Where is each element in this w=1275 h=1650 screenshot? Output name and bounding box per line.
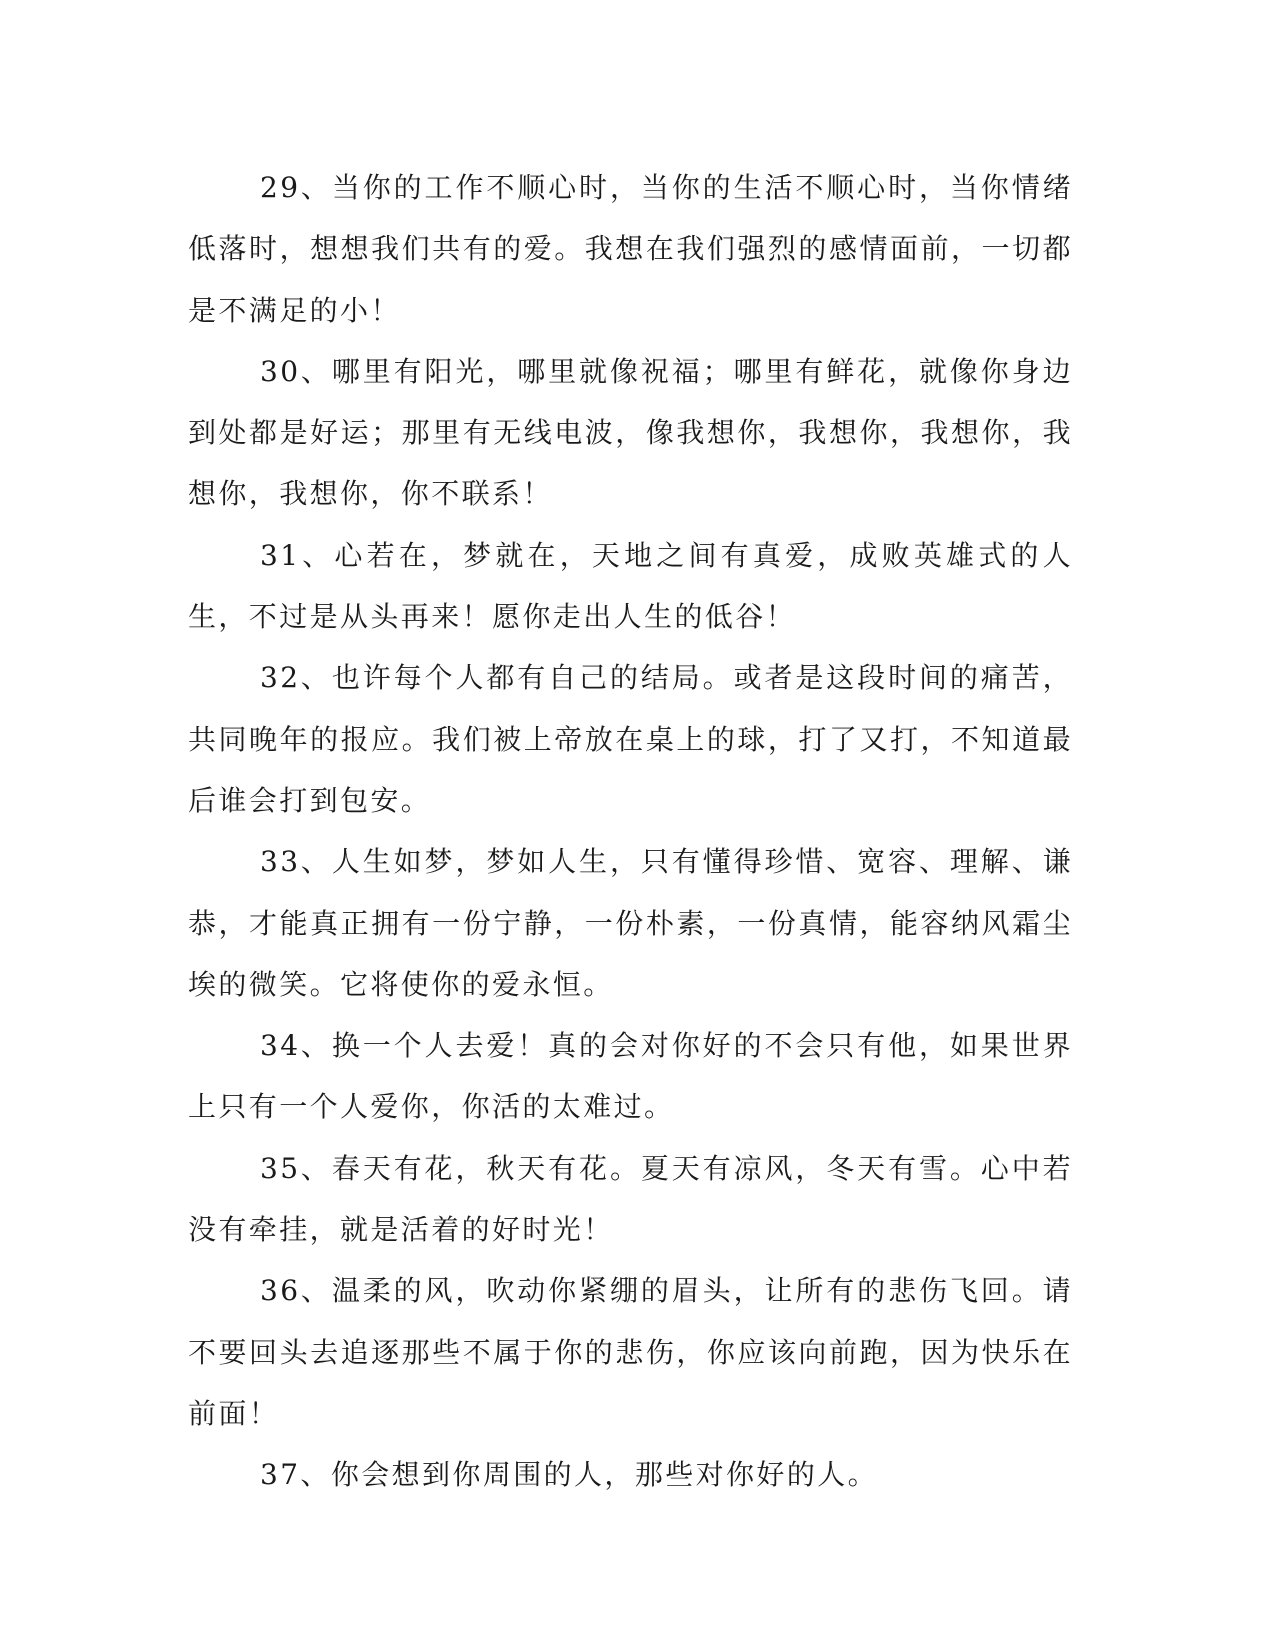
document-body	[188, 157, 1073, 1506]
paragraph-34: 34、换一个人去爱！真的会对你好的不会只有他，如果世界上只有一个人爱你，你活的太难过。	[188, 1029, 1073, 1124]
paragraph-31: 31、心若在，梦就在，天地之间有真爱，成败英雄式的人生，不过是从头再来！愿你走出人生的低谷！	[188, 538, 1073, 634]
paragraph-33: 33、人生如梦，梦如人生，只有懂得珍惜、宽容、理解、谦恭，才能真正拥有一份宁静，一份朴素，一份真情，能容纳风霜尘埃的微笑。它将使你的爱永恒。	[188, 845, 1073, 1001]
paragraph-29: 29、当你的工作不顺心时，当你的生活不顺心时，当你情绪低落时，想想我们共有的爱。我想在我们强烈的感情面前，一切都是不满足的小！	[188, 171, 1073, 327]
paragraph-35: 35、春天有花，秋天有花。夏天有凉风，冬天有雪。心中若没有牵挂，就是活着的好时光！	[188, 1151, 1073, 1247]
paragraph-36: 36、温柔的风，吹动你紧绷的眉头，让所有的悲伤飞回。请不要回头去追逐那些不属于你的悲伤，你应该向前跑，因为快乐在前面！	[188, 1274, 1073, 1430]
paragraph-37: 37、你会想到你周围的人，那些对你好的人。	[260, 1458, 879, 1492]
paragraph-30: 30、哪里有阳光，哪里就像祝福；哪里有鲜花，就像你身边到处都是好运；那里有无线电波，像我想你，我想你，我想你，我想你，我想你，你不联系！	[188, 354, 1073, 511]
paragraph-32: 32、也许每个人都有自己的结局。或者是这段时间的痛苦，共同晚年的报应。我们被上帝放在桌上的球，打了又打，不知道最后谁会打到包安。	[188, 661, 1073, 817]
